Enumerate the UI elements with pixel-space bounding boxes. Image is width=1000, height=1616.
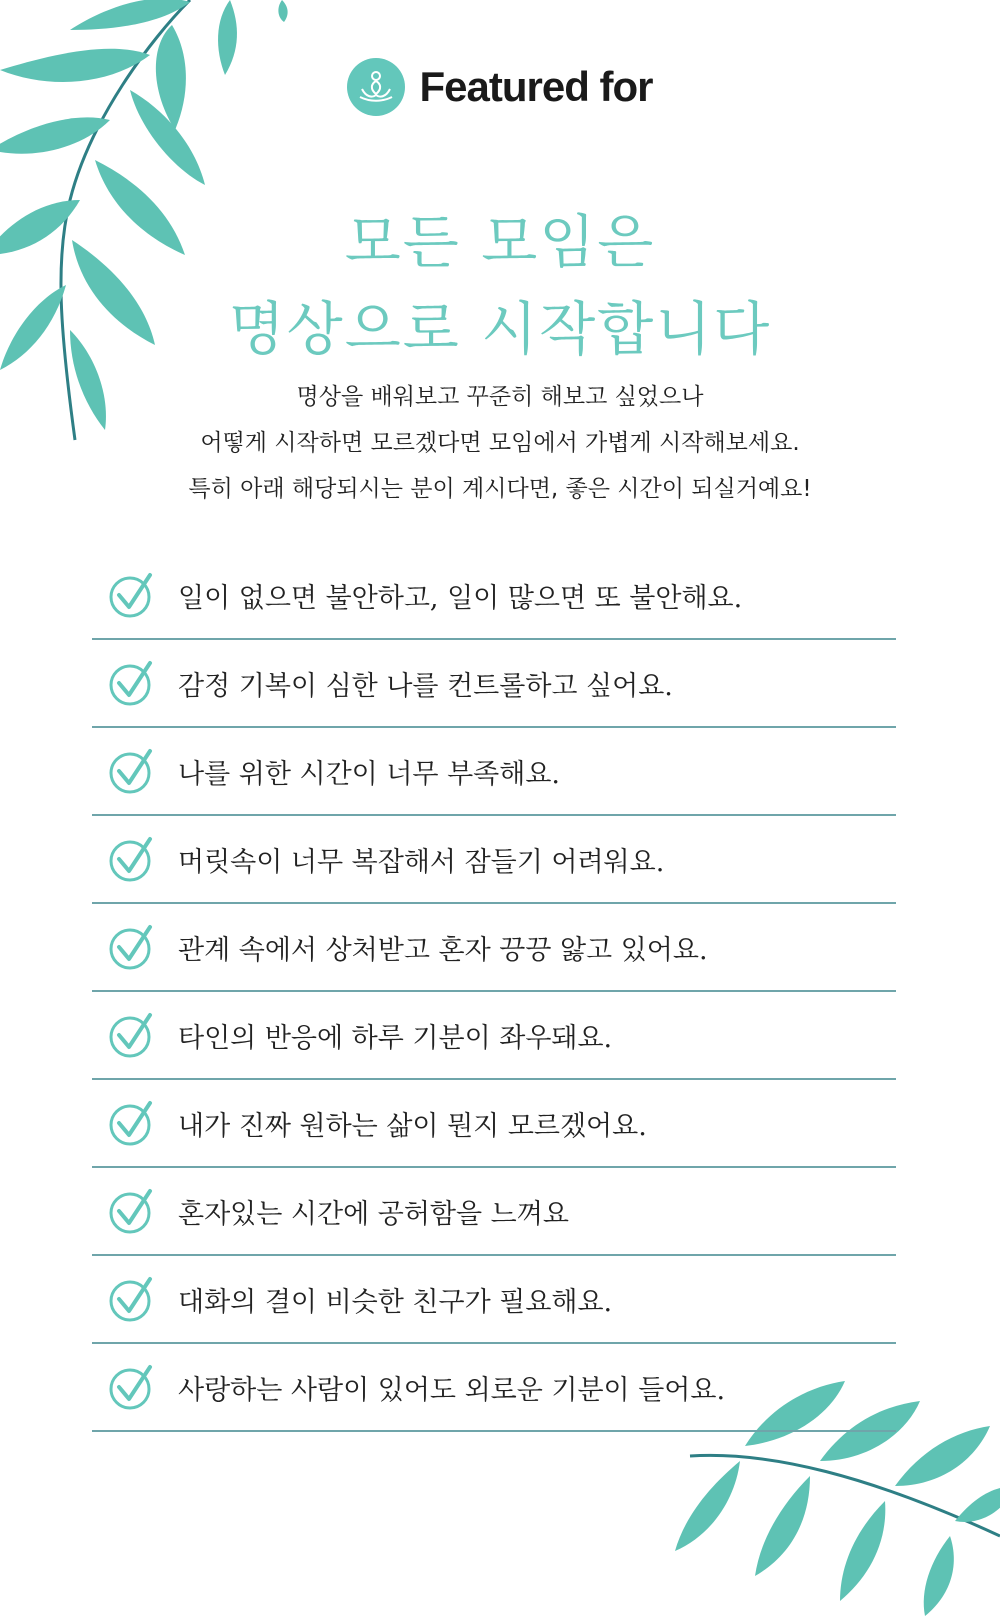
meditation-lotus-icon: [347, 58, 405, 116]
checklist-item-text: 타인의 반응에 하루 기분이 좌우돼요.: [178, 1022, 613, 1054]
intro-line: 어떻게 시작하면 모르겠다면 모임에서 가볍게 시작해보세요.: [200, 430, 800, 456]
checklist-item-text: 사랑하는 사람이 있어도 외로운 기분이 들어요.: [178, 1374, 726, 1406]
checklist-item: [92, 728, 896, 816]
intro-line: 특히 아래 해당되시는 분이 계시다면, 좋은 시간이 되실거예요!: [188, 476, 812, 502]
checklist-item-text: 내가 진짜 원하는 삶이 뭔지 모르겠어요.: [178, 1110, 647, 1142]
checklist-item-text: 일이 없으면 불안하고, 일이 많으면 또 불안해요.: [178, 582, 743, 614]
intro-paragraph: [0, 374, 1000, 512]
checklist-item: [92, 1080, 896, 1168]
checklist-item-text: 나를 위한 시간이 너무 부족해요.: [178, 758, 560, 790]
checklist-item: [92, 816, 896, 904]
checklist-item: [92, 1344, 896, 1432]
checkmark-circle-icon: [106, 745, 158, 797]
checkmark-circle-icon: [106, 833, 158, 885]
checkmark-circle-icon: [106, 1097, 158, 1149]
checklist-item-text: 감정 기복이 심한 나를 컨트롤하고 싶어요.: [178, 670, 673, 702]
checkmark-circle-icon: [106, 1009, 158, 1061]
headline-line-2: 명상으로 시작합니다: [228, 295, 772, 363]
featured-title: Featured for: [419, 63, 653, 110]
intro-line: 명상을 배워보고 꾸준히 해보고 싶었으나: [296, 384, 704, 410]
checklist-item: [92, 640, 896, 728]
checklist-item: [92, 904, 896, 992]
checklist-item-text: 머릿속이 너무 복잡해서 잠들기 어려워요.: [178, 846, 665, 878]
checkmark-circle-icon: [106, 569, 158, 621]
checklist-item: [92, 552, 896, 640]
featured-header: [0, 58, 1000, 116]
checklist-item-text: 혼자있는 시간에 공허함을 느껴요: [178, 1198, 569, 1230]
headline-line-1: 모든 모임은: [344, 208, 656, 276]
checkmark-circle-icon: [106, 1273, 158, 1325]
checklist-item-text: 관계 속에서 상처받고 혼자 끙끙 앓고 있어요.: [178, 934, 708, 966]
checklist-item: [92, 1168, 896, 1256]
checklist-item: [92, 992, 896, 1080]
checkmark-circle-icon: [106, 1185, 158, 1237]
checkmark-circle-icon: [106, 657, 158, 709]
checklist-item: [92, 1256, 896, 1344]
checklist: [92, 552, 896, 1432]
checkmark-circle-icon: [106, 1361, 158, 1413]
checklist-item-text: 대화의 결이 비슷한 친구가 필요해요.: [178, 1286, 613, 1318]
checkmark-circle-icon: [106, 921, 158, 973]
